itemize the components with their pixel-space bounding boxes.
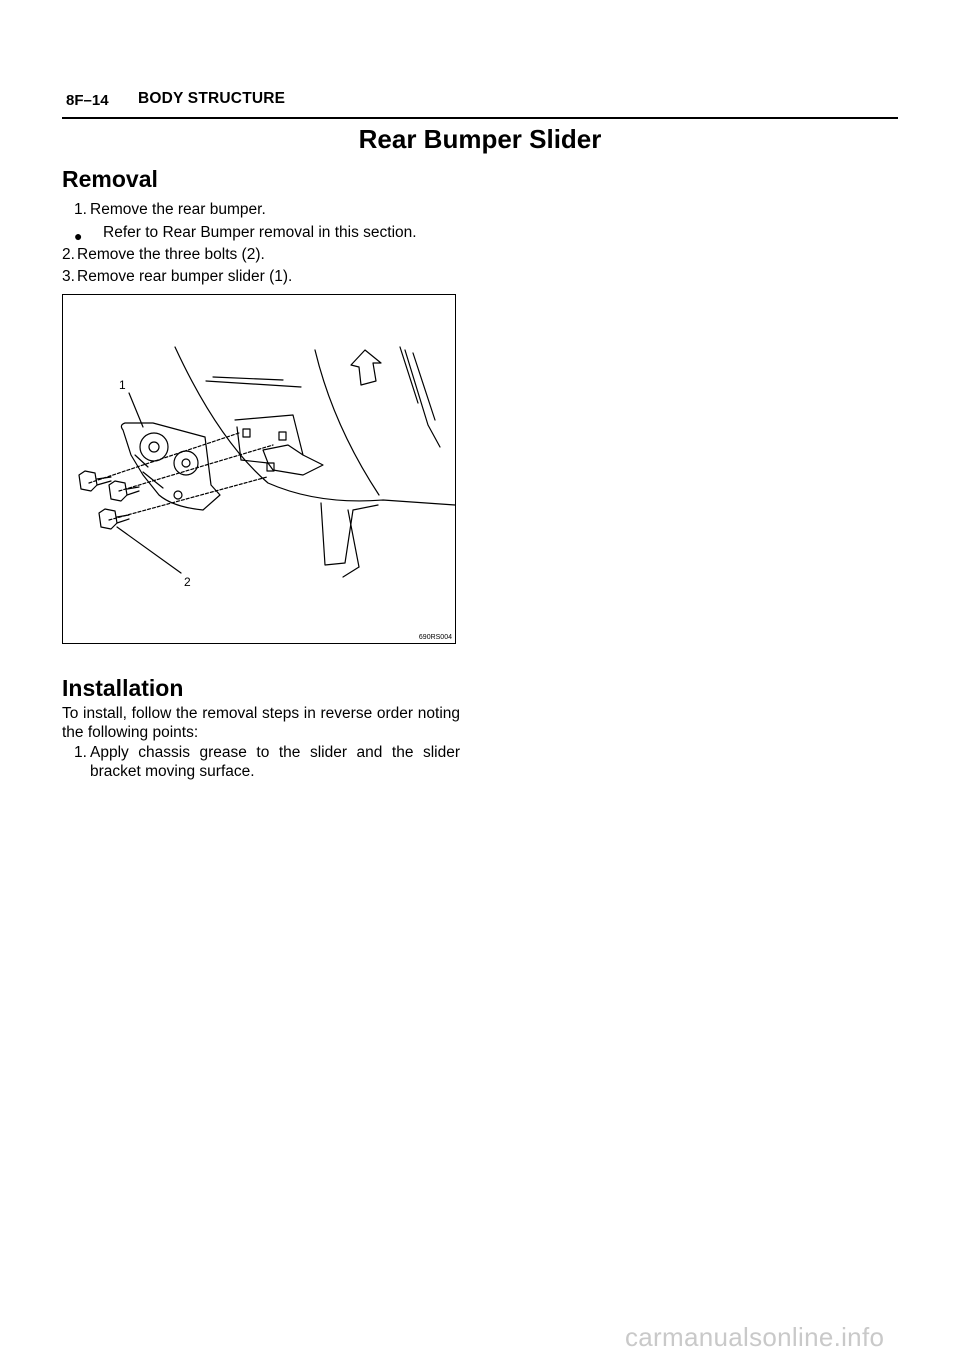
figure-rear-bumper-slider	[62, 294, 456, 644]
installation-intro-line-1: To install, follow the removal steps in reverse order noting	[62, 705, 460, 722]
slider-illustration	[63, 295, 457, 645]
install-step-1-number: 1.	[74, 744, 87, 761]
installation-intro-line-2: the following points:	[62, 724, 199, 741]
figure-code: 690RS004	[418, 634, 452, 641]
section-name: BODY STRUCTURE	[138, 90, 286, 107]
step-1-text: Remove the rear bumper.	[90, 201, 266, 218]
bullet-icon: ●	[74, 228, 83, 244]
page-header	[62, 89, 898, 119]
step-3-text: Remove rear bumper slider (1).	[77, 268, 293, 285]
watermark: carmanualsonline.info	[625, 1322, 885, 1352]
step-1-note: Refer to Rear Bumper removal in this section.	[103, 224, 417, 241]
callout-1: 1	[119, 378, 126, 392]
install-step-1-line-2: bracket moving surface.	[90, 763, 255, 780]
step-1-number: 1.	[74, 201, 87, 218]
page-title: Rear Bumper Slider	[358, 124, 602, 154]
page-number: 8F–14	[66, 92, 109, 109]
install-step-1-line-1: Apply chassis grease to the slider and the slider	[90, 744, 460, 761]
removal-heading: Removal	[62, 166, 158, 192]
step-2-text: Remove the three bolts (2).	[77, 246, 265, 263]
installation-heading: Installation	[62, 675, 184, 701]
step-3-number: 3.	[62, 268, 75, 285]
step-2-number: 2.	[62, 246, 75, 263]
callout-2: 2	[184, 575, 191, 589]
